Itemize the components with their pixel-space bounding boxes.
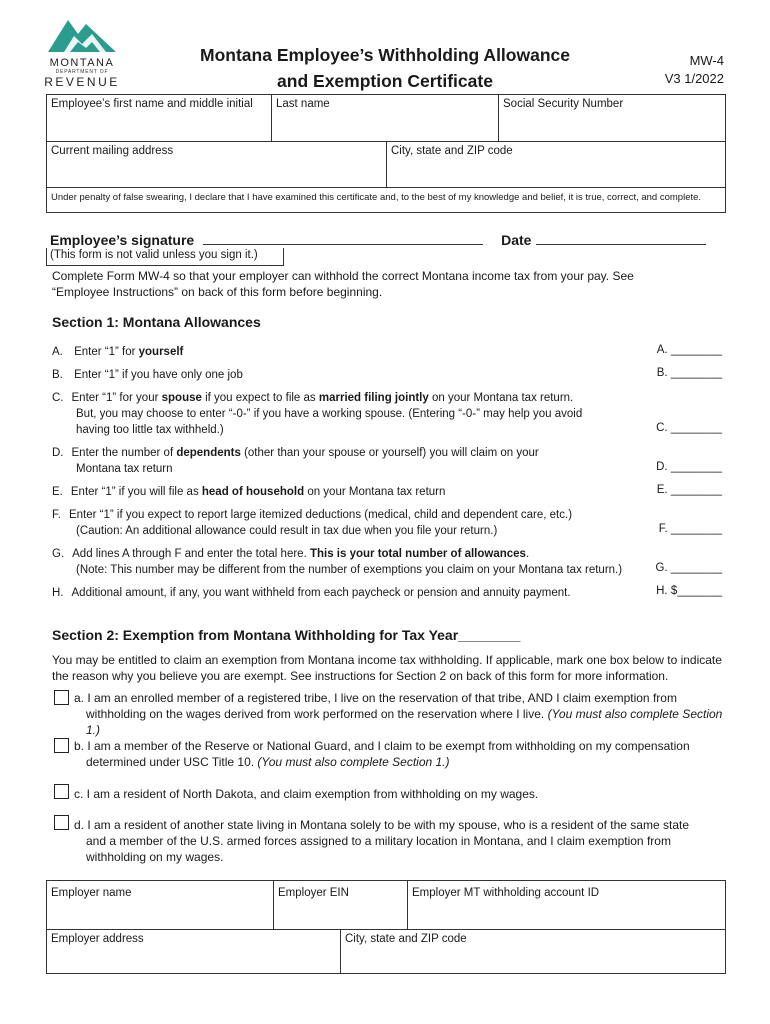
- allowance-line-f: [52, 507, 572, 539]
- line-text-3: having too little tax withheld.): [76, 424, 224, 436]
- line-text-2: But, you may choose to enter “-0-” if you have a working spouse. (Entering “-0-” may help you avoid: [76, 408, 583, 420]
- declaration-box: [46, 187, 726, 213]
- signature-line[interactable]: [203, 230, 483, 245]
- exemption-b-checkbox[interactable]: [54, 738, 69, 753]
- answer-g[interactable]: G. ________: [655, 562, 722, 574]
- employer-ein-label: Employer EIN: [278, 887, 349, 899]
- line-text-cont: on your Montana tax return: [304, 486, 446, 498]
- exemption-a-checkbox[interactable]: [54, 690, 69, 705]
- exemption-a-note: (You must also complete Section 1.): [86, 707, 723, 737]
- first-name-field[interactable]: [46, 94, 272, 142]
- line-bold-2: married filing jointly: [318, 392, 429, 404]
- line-letter: C.: [52, 392, 64, 404]
- line-bold: head of household: [201, 486, 305, 498]
- mailing-address-label: Current mailing address: [51, 145, 174, 157]
- exemption-d-checkbox[interactable]: [54, 815, 69, 830]
- exemption-d-line-2: and a member of the U.S. armed forces assigned to a military location in Montana, and I claim exemption from: [86, 834, 671, 848]
- exemption-b-line-2: determined under USC Title 10.: [86, 755, 258, 769]
- line-bold: spouse: [161, 392, 202, 404]
- line-text-end: on your Montana tax return.: [428, 392, 574, 404]
- line-letter: G.: [52, 548, 65, 560]
- line-letter: B.: [52, 369, 63, 381]
- allowance-line-a: [52, 344, 183, 360]
- line-text-2: Montana tax return: [76, 463, 173, 475]
- answer-d[interactable]: D. ________: [656, 461, 722, 473]
- last-name-label: Last name: [276, 98, 330, 110]
- date-line[interactable]: [536, 230, 706, 245]
- line-text: Enter “1” for your: [71, 392, 162, 404]
- allowance-line-c: [52, 390, 582, 438]
- line-letter: E.: [52, 486, 63, 498]
- allowance-line-h: [52, 585, 571, 601]
- employer-city-field[interactable]: [340, 929, 726, 974]
- answer-c[interactable]: C. ________: [656, 422, 722, 434]
- exemption-a-line-1: a. I am an enrolled member of a registered tribe, I live on the reservation of that tribe, AND I claim exemption from: [74, 691, 677, 705]
- employer-address-label: Employer address: [51, 933, 144, 945]
- title-line-2: and Exemption Certificate: [277, 71, 493, 91]
- line-text: Add lines A through F and enter the total here.: [72, 548, 310, 560]
- declaration-text: Under penalty of false swearing, I declare that I have examined this certificate and, to the best of my knowledge and belief, it is true, correct, and complete.: [51, 192, 702, 203]
- line-text: Enter “1” for: [74, 346, 139, 358]
- line-bold: This is your total number of allowances: [309, 548, 526, 560]
- exemption-b-line-1: b. I am a member of the Reserve or National Guard, and I claim to be exempt from withholding on my compensation: [74, 739, 690, 753]
- line-text-cont: .: [525, 548, 530, 560]
- line-text-2: (Caution: An additional allowance could result in tax due when you file your return.): [76, 525, 498, 537]
- section-2-intro-line-2: the reason why you believe you are exempt. See instructions for Section 2 on back of this form for more information.: [52, 669, 669, 683]
- signature-row: [50, 230, 726, 250]
- form-identifier: [665, 52, 724, 88]
- line-text-2: (Note: This number may be different from the number of exemptions you claim on your Montana tax return.): [76, 564, 623, 576]
- section-2-intro-line-1: You may be entitled to claim an exemption from Montana income tax withholding. If applicable, mark one box below to indicate: [52, 653, 722, 667]
- answer-e[interactable]: E. ________: [656, 484, 722, 496]
- signature-label: Employee’s signature: [50, 232, 195, 248]
- exemption-d-text: [74, 817, 734, 865]
- exemption-d-line-3: withholding on my wages.: [86, 850, 224, 864]
- allowance-line-g: [52, 546, 622, 578]
- line-letter: F.: [52, 509, 61, 521]
- line-letter: H.: [52, 587, 64, 599]
- line-text: Enter “1” if you expect to report large itemized deductions (medical, child and dependent care, etc.): [68, 509, 573, 521]
- employer-name-label: Employer name: [51, 887, 132, 899]
- form-version: V3 1/2022: [664, 71, 724, 86]
- employer-address-field[interactable]: [46, 929, 341, 974]
- exemption-a-text: [74, 690, 734, 738]
- intro-line-2: “Employee Instructions” on back of this form before beginning.: [52, 285, 383, 299]
- signature-note-box: [46, 248, 284, 266]
- line-text-cont: if you expect to file as: [201, 392, 319, 404]
- ssn-label: Social Security Number: [503, 98, 624, 110]
- line-text: Enter the number of: [71, 447, 177, 459]
- section-2-intro: [52, 652, 742, 684]
- line-text: Enter “1” if you have only one job: [74, 369, 243, 381]
- logo-department-text: DEPARTMENT OF: [55, 69, 109, 75]
- mountain-logo-icon: [42, 16, 122, 52]
- signature-note: (This form is not valid unless you sign it.): [50, 249, 258, 261]
- form-id: MW-4: [689, 53, 724, 68]
- allowance-line-e: [52, 484, 445, 500]
- title-line-1: Montana Employee’s Withholding Allowance: [200, 45, 570, 65]
- line-text: Enter “1” if you will file as: [70, 486, 202, 498]
- intro-text: [52, 268, 732, 300]
- line-letter: D.: [52, 447, 64, 459]
- exemption-b-note: (You must also complete Section 1.): [257, 755, 450, 769]
- exemption-c-checkbox[interactable]: [54, 784, 69, 799]
- answer-f[interactable]: F. ________: [658, 523, 722, 535]
- line-text: Additional amount, if any, you want withheld from each paycheck or pension and annuity payment.: [71, 587, 571, 599]
- exemption-c-text: [74, 786, 734, 802]
- ssn-field[interactable]: [498, 94, 726, 142]
- mailing-address-field[interactable]: [46, 141, 387, 188]
- date-label: Date: [501, 232, 532, 248]
- exemption-b-text: [74, 738, 734, 770]
- allowance-line-b: [52, 367, 243, 383]
- first-name-label: Employee’s first name and middle initial: [51, 98, 253, 110]
- answer-a[interactable]: A. ________: [656, 344, 722, 356]
- employer-city-label: City, state and ZIP code: [345, 933, 467, 945]
- exemption-a-line-2: withholding on the wages derived from work performed on the reservation where I live.: [86, 707, 548, 721]
- last-name-field[interactable]: [271, 94, 499, 142]
- line-text-cont: (other than your spouse or yourself) you will claim on your: [240, 447, 539, 459]
- line-bold: yourself: [138, 346, 184, 358]
- answer-h[interactable]: H. $_______: [656, 585, 722, 597]
- employer-name-field[interactable]: [46, 880, 274, 930]
- line-bold: dependents: [176, 447, 241, 459]
- exemption-c-line-1: c. I am a resident of North Dakota, and claim exemption from withholding on my wages.: [74, 787, 539, 801]
- allowance-line-d: [52, 445, 539, 477]
- logo-revenue-text: REVENUE: [44, 75, 120, 89]
- employer-account-label: Employer MT withholding account ID: [412, 887, 600, 899]
- intro-line-1: Complete Form MW-4 so that your employer can withhold the correct Montana income tax from your pay. See: [52, 269, 634, 283]
- line-letter: A.: [52, 346, 63, 358]
- city-state-zip-label: City, state and ZIP code: [391, 145, 513, 157]
- section-1-title: Section 1: Montana Allowances: [52, 314, 261, 330]
- employer-account-field[interactable]: [407, 880, 726, 930]
- section-2-title: Section 2: Exemption from Montana Withholding for Tax Year________: [52, 627, 521, 643]
- logo-montana-text: MONTANA: [49, 57, 115, 69]
- form-title: [140, 42, 630, 94]
- employer-ein-field[interactable]: [273, 880, 408, 930]
- exemption-d-line-1: d. I am a resident of another state living in Montana solely to be with my spouse, who is a resident of the same state: [74, 818, 689, 832]
- answer-b[interactable]: B. ________: [656, 367, 722, 379]
- city-state-zip-field[interactable]: [386, 141, 726, 188]
- montana-revenue-logo: [42, 16, 122, 89]
